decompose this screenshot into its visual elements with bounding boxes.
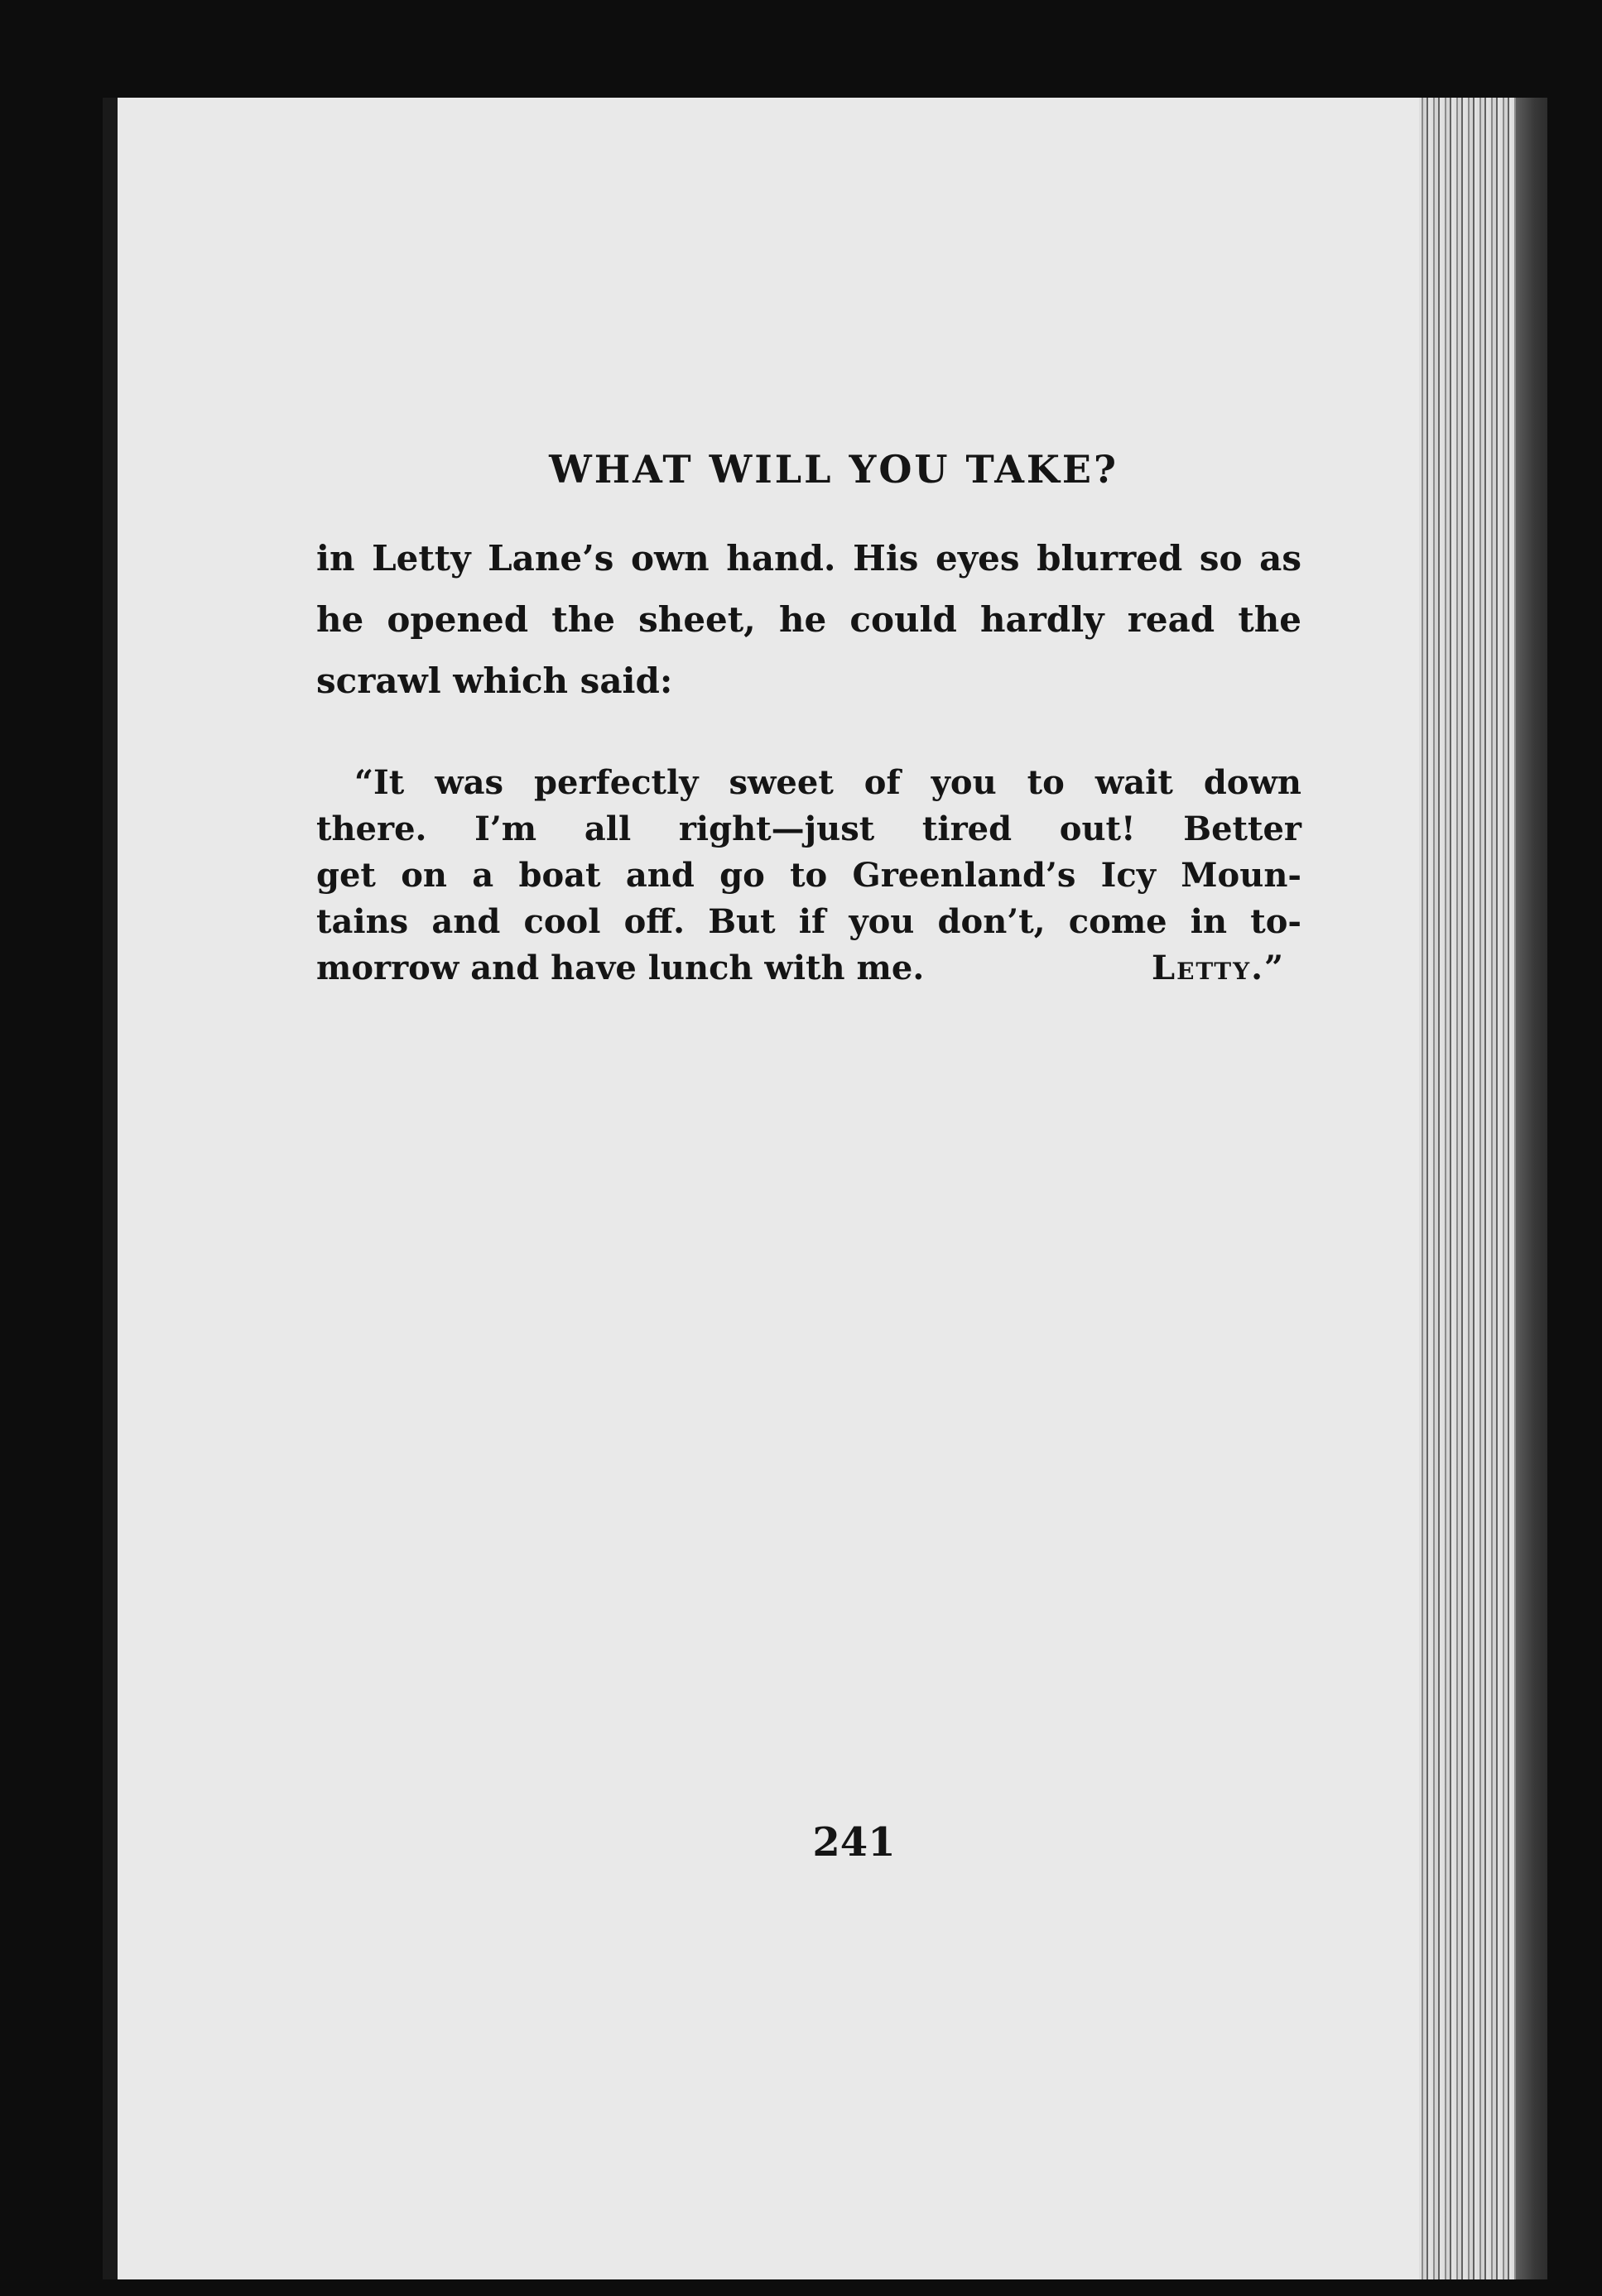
- letter-line: morrow and have lunch with me.: [316, 949, 925, 987]
- letter-line: “It was perfectly sweet of you to wait down: [354, 763, 1301, 802]
- letter-last-line: [316, 945, 1301, 992]
- quoted-letter: [316, 760, 1301, 992]
- text-block: [316, 346, 1301, 992]
- letter-line: there. I’m all right—just tired out! Better: [316, 809, 1301, 848]
- page-number: 241: [812, 1819, 896, 1866]
- body-paragraph: in Letty Lane’s own hand. His eyes blurred so as he opened the sheet, he could hardly read the scrawl which said:: [316, 538, 1301, 701]
- page-gutter-shadow: [103, 98, 118, 2279]
- letter-line: tains and cool off. But if you don’t, come in to-: [316, 902, 1301, 941]
- page-fore-edge: [1419, 98, 1547, 2279]
- letter-signature: Letty.”: [1151, 949, 1285, 987]
- letter-line: get on a boat and go to Greenland’s Icy Moun-: [316, 856, 1301, 895]
- book-page: [103, 98, 1547, 2279]
- running-head: WHAT WILL YOU TAKE?: [549, 447, 1119, 492]
